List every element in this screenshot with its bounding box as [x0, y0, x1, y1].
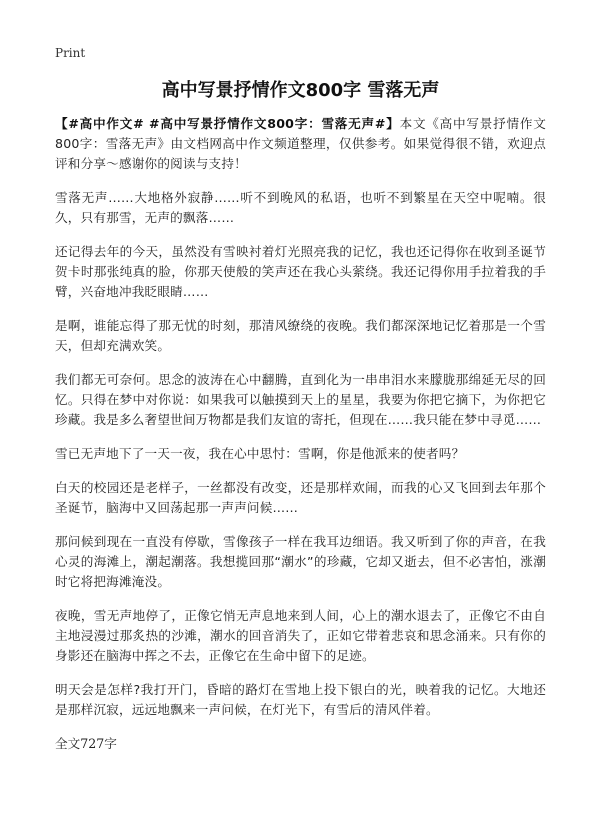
print-link[interactable]: Print: [55, 46, 86, 60]
body-paragraph-6: 白天的校园还是老样子，一丝都没有改变，还是那样欢闹，而我的心又飞回到去年那个圣诞节，脑海中又回荡起那一声声问候……: [55, 480, 546, 515]
body-paragraph-2: 还记得去年的今天，虽然没有雪映衬着灯光照亮我的记忆，我也还记得你在收到圣诞节贺卡时那张纯真的脸，你那天使般的笑声还在我心头萦绕。我还记得你用手拉着我的手臂，兴奋地冲我眨眼睛……: [55, 244, 546, 299]
body-paragraph-3: 是啊，谁能忘得了那无忧的时刻，那清风缭绕的夜晚。我们都深深地记忆着那是一个雪天，但却充满欢笑。: [55, 318, 546, 353]
intro-tags: 【#高中作文# #高中写景抒情作文800字：雪落无声#】: [55, 116, 400, 131]
body-paragraph-8: 夜晚，雪无声地停了，正像它悄无声息地来到人间，心上的潮水退去了，正像它不由自主地浸漫过那炙热的沙滩，潮水的回音消失了，正如它带着悲哀和思念涌来。只有你的身影还在脑海中挥之不去，正像它在生命中留下的足迹。: [55, 608, 546, 663]
body-paragraph-4: 我们都无可奈何。思念的波涛在心中翻腾，直到化为一串串泪水来朦胧那绵延无尽的回忆。只得在梦中对你说：如果我可以触摸到天上的星星，我要为你把它摘下，为你把它珍藏。我是多么奢望世间万物都是我们友谊的寄托，但现在……我只能在梦中寻觅……: [55, 372, 546, 427]
body-paragraph-9: 明天会是怎样?我打开门，昏暗的路灯在雪地上投下银白的光，映着我的记忆。大地还是那样沉寂，远远地飘来一声问候，在灯光下，有雪后的清风伴着。: [55, 682, 546, 717]
page-title: 高中写景抒情作文800字 雪落无声: [161, 80, 440, 101]
word-count: 全文727字: [55, 736, 117, 751]
intro-text: 本文《高中写景抒情作文800字：雪落无声》由文档网高中作文频道整理，仅供参考。如果觉得很不错，欢迎点评和分享～感谢你的阅读与支持！: [55, 116, 546, 171]
body-paragraph-1: 雪落无声……大地格外寂静……听不到晚风的私语，也听不到繁星在天空中呢喃。很久，只有那雪，无声的飘落……: [55, 190, 546, 225]
intro-paragraph: [55, 114, 546, 174]
body-paragraph-7: 那问候到现在一直没有停歇，雪像孩子一样在我耳边细语。我又听到了你的声音，在我心灵的海滩上，潮起潮落。我想揽回那“潮水”的珍藏，它却又逝去，但不必害怕，涨潮时它将把海滩淹没。: [55, 534, 546, 589]
body-paragraph-5: 雪已无声地下了一天一夜，我在心中思忖：雪啊，你是他派来的使者吗？: [55, 446, 465, 461]
